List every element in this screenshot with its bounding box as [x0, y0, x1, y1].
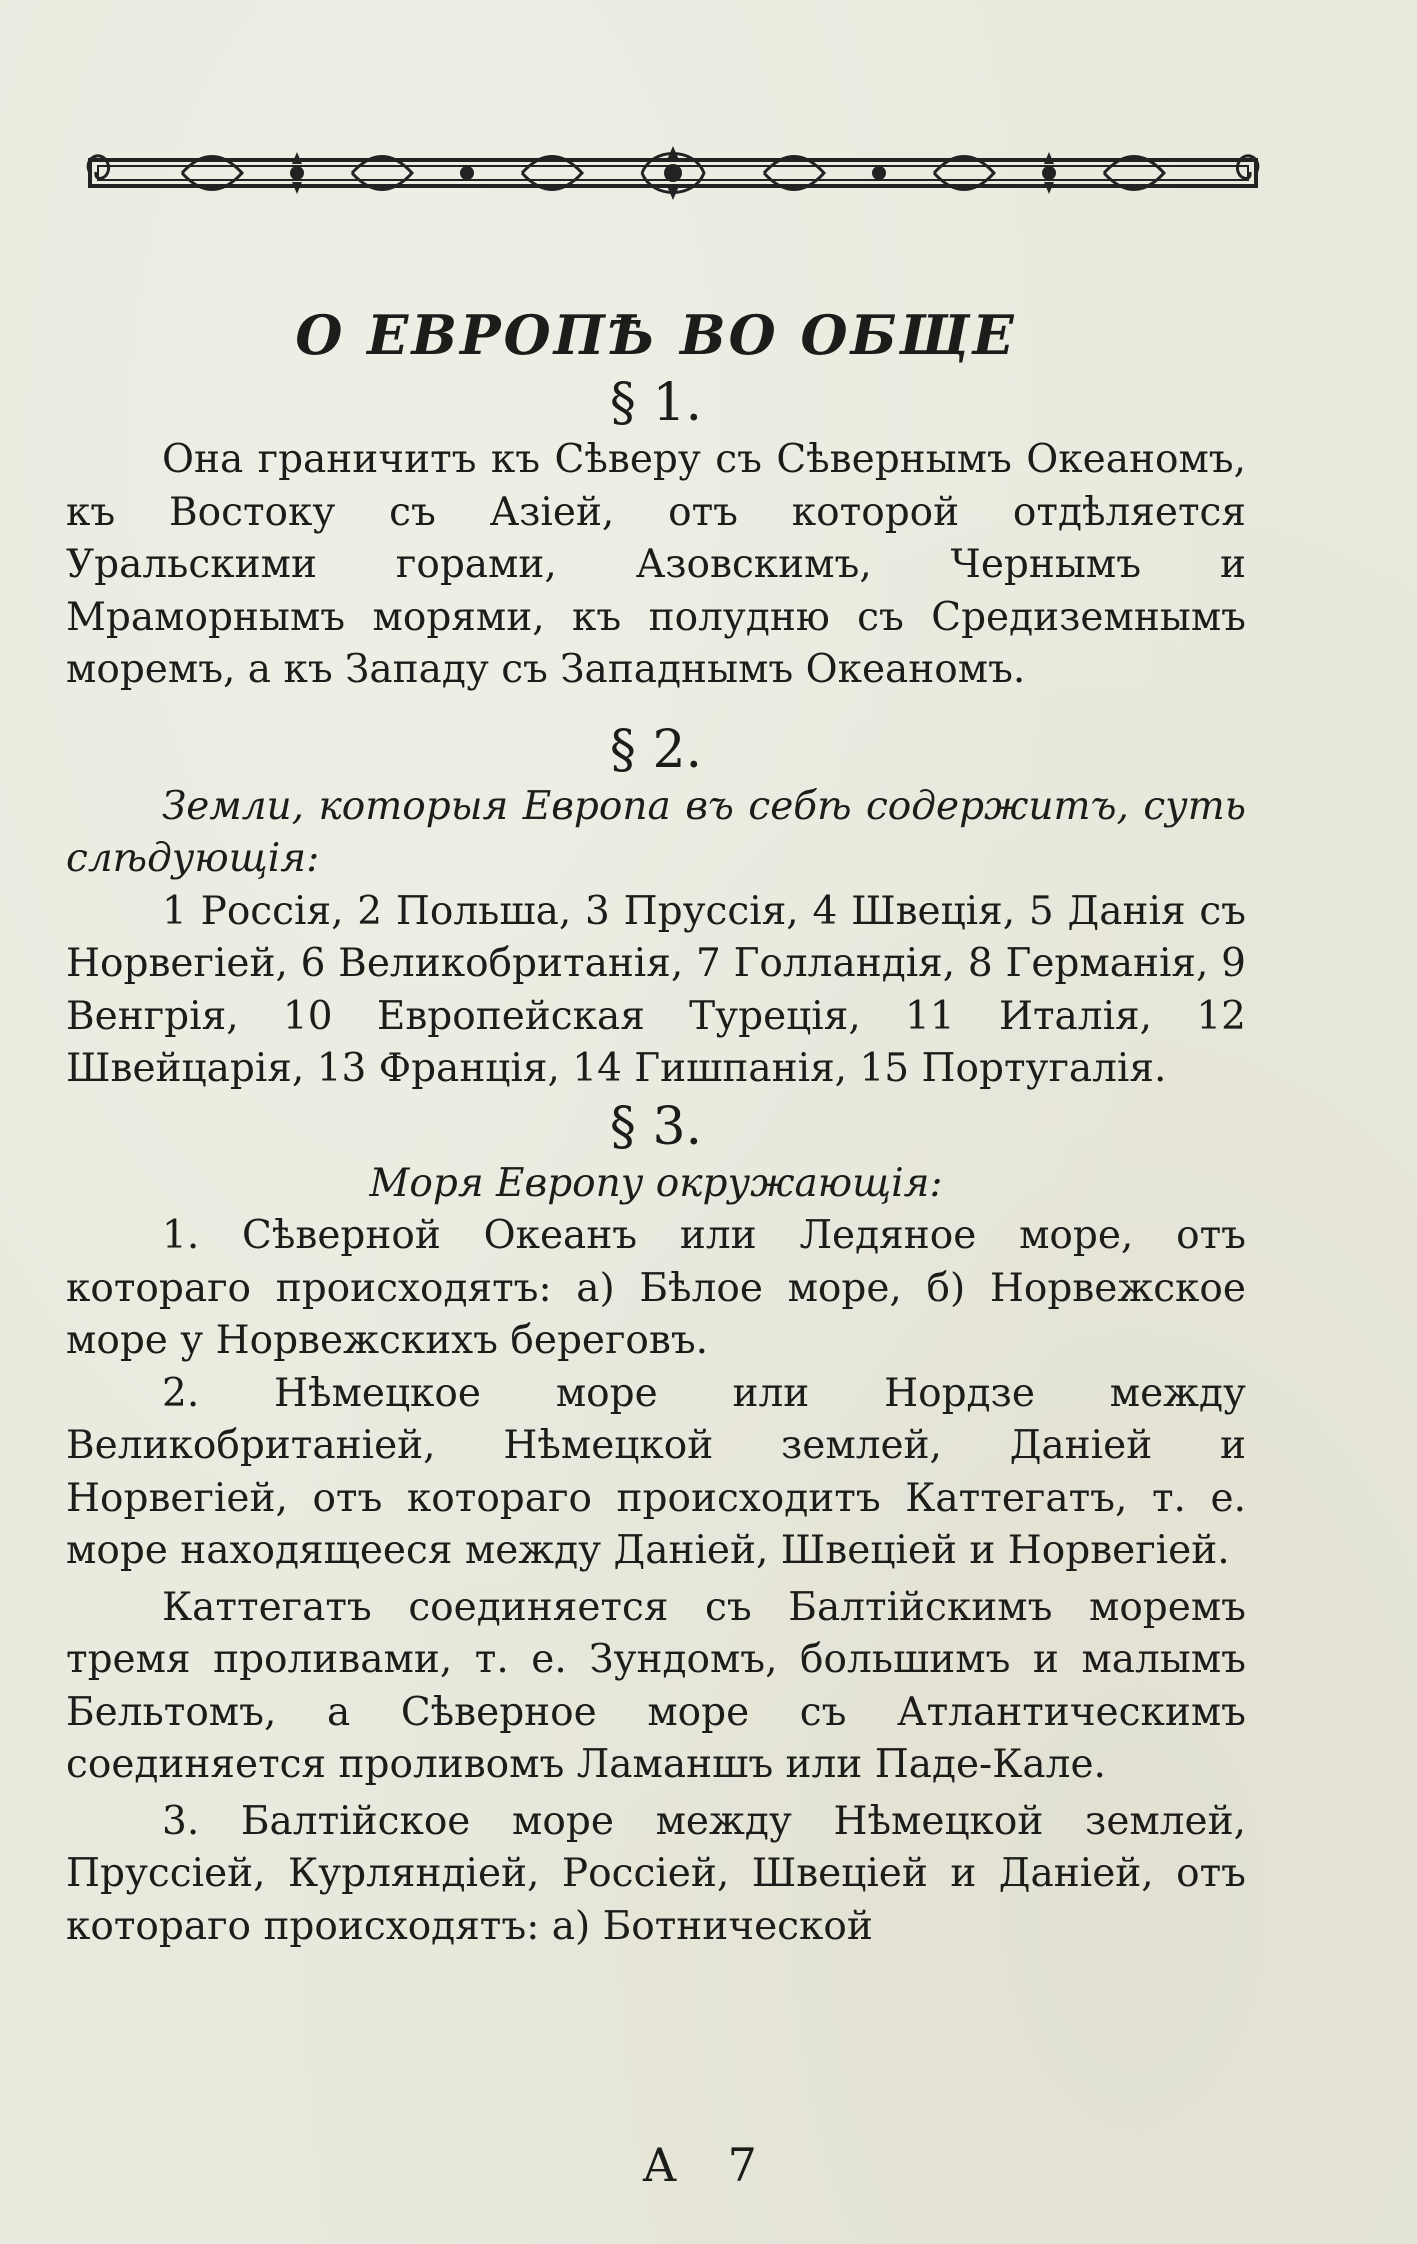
paragraph-italic: Моря Европу окружающiя:	[369, 1160, 943, 1206]
ornament-border-icon	[82, 138, 1264, 208]
paragraph: 1 Россiя, 2 Польша, 3 Пруссiя, 4 Швецiя, 5 Данiя съ Норвегiей, 6 Великобританiя, 7 Голландiя, 8 Германiя, 9 Венгрiя, 10 Европейская Турецiя, 11 Италiя, 12 Швейцарiя, 13 Францiя, 14 Гишпанiя, 15 Португалiя.	[66, 888, 1246, 1091]
section-mark-1: § 1.	[609, 373, 703, 433]
text-block	[66, 300, 1246, 1953]
page-signature: А 7	[642, 2138, 775, 2192]
paragraph-italic: Земли, которыя Европа въ себѣ содержитъ, суть слѣдующiя:	[66, 783, 1246, 881]
paragraph: 1. Сѣверной Океанъ или Ледяное море, отъ котораго происходятъ: а) Бѣлое море, б) Норвежское море у Норвежскихъ береговъ.	[66, 1213, 1246, 1363]
section-mark-3: § 3.	[609, 1096, 703, 1157]
page-heading: О ЕВРОПѢ ВО ОБЩЕ	[295, 303, 1017, 367]
section-mark-2: § 2.	[609, 719, 703, 780]
paragraph: 3. Балтiйское море между Нѣмецкой землей, Пруссiей, Курляндiей, Россiей, Швецiей и Данiей, отъ котораго происходятъ: а) Ботнической	[66, 1798, 1246, 1949]
paragraph: Она граничитъ къ Сѣверу съ Сѣвернымъ Океаномъ, къ Востоку съ Азiей, отъ которой отдѣляется Уральскими горами, Азовскимъ, Чернымъ и Мраморнымъ морями, къ полудню съ Средиземнымъ моремъ, а къ Западу съ Западнымъ Океаномъ.	[66, 437, 1246, 692]
paragraph: 2. Нѣмецкое море или Нордзе между Великобританiей, Нѣмецкой землей, Данiей и Норвегiей, отъ котораго происходитъ Каттегатъ, т. е. море находящееся между Данiей, Швецiей и Норвегiей.	[66, 1370, 1246, 1573]
paragraph: Каттегатъ соединяется съ Балтiйскимъ моремъ тремя проливами, т. е. Зундомъ, большимъ и малымъ Бельтомъ, а Сѣверное море съ Атлантическимъ соединяется проливомъ Ламаншъ или Паде-Кале.	[66, 1584, 1246, 1787]
